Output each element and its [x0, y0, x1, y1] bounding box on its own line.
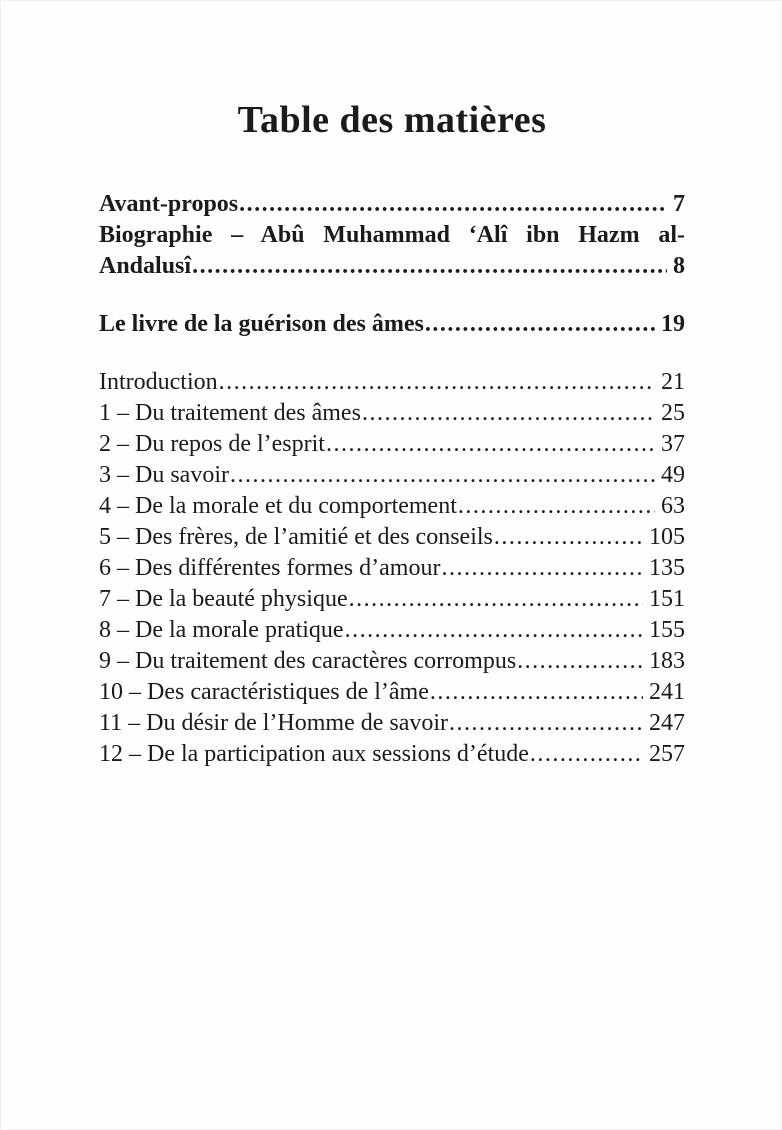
- dot-leader: [192, 251, 667, 282]
- toc-entry-page: 25: [661, 399, 685, 426]
- toc-entry-label: 4 – De la morale et du comportement: [99, 492, 457, 519]
- toc-entry-label: 3 – Du savoir: [99, 461, 229, 488]
- dot-leader: [449, 708, 643, 739]
- dot-leader: [517, 646, 643, 677]
- dot-leader: [230, 460, 655, 491]
- page-title: Table des matières: [237, 99, 547, 141]
- toc-entry-page: 247: [649, 709, 685, 736]
- toc-entry-label: 2 – Du repos de l’esprit: [99, 430, 325, 457]
- toc-entry: [99, 398, 685, 429]
- toc-entry: [99, 553, 685, 584]
- dot-leader: [425, 309, 655, 340]
- toc-entry: [99, 429, 685, 460]
- toc-entry: [99, 615, 685, 646]
- toc-entry: [99, 491, 685, 522]
- toc-entry-biographie-line2: [99, 251, 685, 282]
- dot-leader: [219, 367, 655, 398]
- dot-leader: [530, 739, 643, 770]
- toc-entry-page: 8: [673, 252, 685, 279]
- toc-entry-page: 105: [649, 523, 685, 550]
- dot-leader: [345, 615, 643, 646]
- chapter-list: [99, 367, 685, 770]
- toc-entry-label: 1 – Du traitement des âmes: [99, 399, 361, 426]
- toc-entry-label: 7 – De la beauté physique: [99, 585, 348, 612]
- toc-entry-avant-propos: [99, 189, 685, 220]
- toc-entry-page: 7: [673, 190, 685, 217]
- toc-entry-page: 183: [649, 647, 685, 674]
- toc-entry-label: Introduction: [99, 368, 218, 395]
- dot-leader: [430, 677, 643, 708]
- toc-entry: [99, 708, 685, 739]
- toc-entry-label: Andalusî: [99, 252, 192, 279]
- toc-entry-biographie-line1: Biographie – Abû Muhammad ‘Alî ibn Hazm al-: [99, 221, 685, 248]
- toc-entry-label: Avant-propos: [99, 190, 239, 217]
- toc-entry-page: 21: [661, 368, 685, 395]
- toc-entry-page: 37: [661, 430, 685, 457]
- toc-entry: [99, 367, 685, 398]
- toc-entry-section: [99, 309, 685, 340]
- spacer: [99, 340, 685, 367]
- toc-entry-page: 49: [661, 461, 685, 488]
- toc-entry-page: 257: [649, 740, 685, 767]
- toc-entry-label: Le livre de la guérison des âmes: [99, 310, 424, 337]
- toc-entry-label: 5 – Des frères, de l’amitié et des conseils: [99, 523, 493, 550]
- toc-entry-label: 6 – Des différentes formes d’amour: [99, 554, 441, 581]
- dot-leader: [239, 189, 667, 220]
- dot-leader: [494, 522, 643, 553]
- toc-entry-label: 12 – De la participation aux sessions d’étude: [99, 740, 529, 767]
- toc-entry-page: 151: [649, 585, 685, 612]
- toc-entry: [99, 739, 685, 770]
- toc-entry: [99, 677, 685, 708]
- toc-content: [1, 99, 781, 770]
- toc-entry: [99, 522, 685, 553]
- toc-entry-label: 8 – De la morale pratique: [99, 616, 344, 643]
- dot-leader: [362, 398, 655, 429]
- toc-entry-page: 19: [661, 310, 685, 337]
- toc-entry-page: 155: [649, 616, 685, 643]
- toc-entry-label: 10 – Des caractéristiques de l’âme: [99, 678, 429, 705]
- toc-entry: [99, 584, 685, 615]
- toc-entry: [99, 646, 685, 677]
- front-matter-block: [99, 189, 685, 282]
- dot-leader: [326, 429, 655, 460]
- toc-entry-page: 241: [649, 678, 685, 705]
- dot-leader: [458, 491, 655, 522]
- toc-entry-label: 9 – Du traitement des caractères corrompus: [99, 647, 517, 674]
- spacer: [99, 282, 685, 309]
- toc-entry-page: 63: [661, 492, 685, 519]
- toc-entry-page: 135: [649, 554, 685, 581]
- toc-entry: [99, 460, 685, 491]
- toc-entry-label: 11 – Du désir de l’Homme de savoir: [99, 709, 449, 736]
- dot-leader: [441, 553, 643, 584]
- dot-leader: [349, 584, 643, 615]
